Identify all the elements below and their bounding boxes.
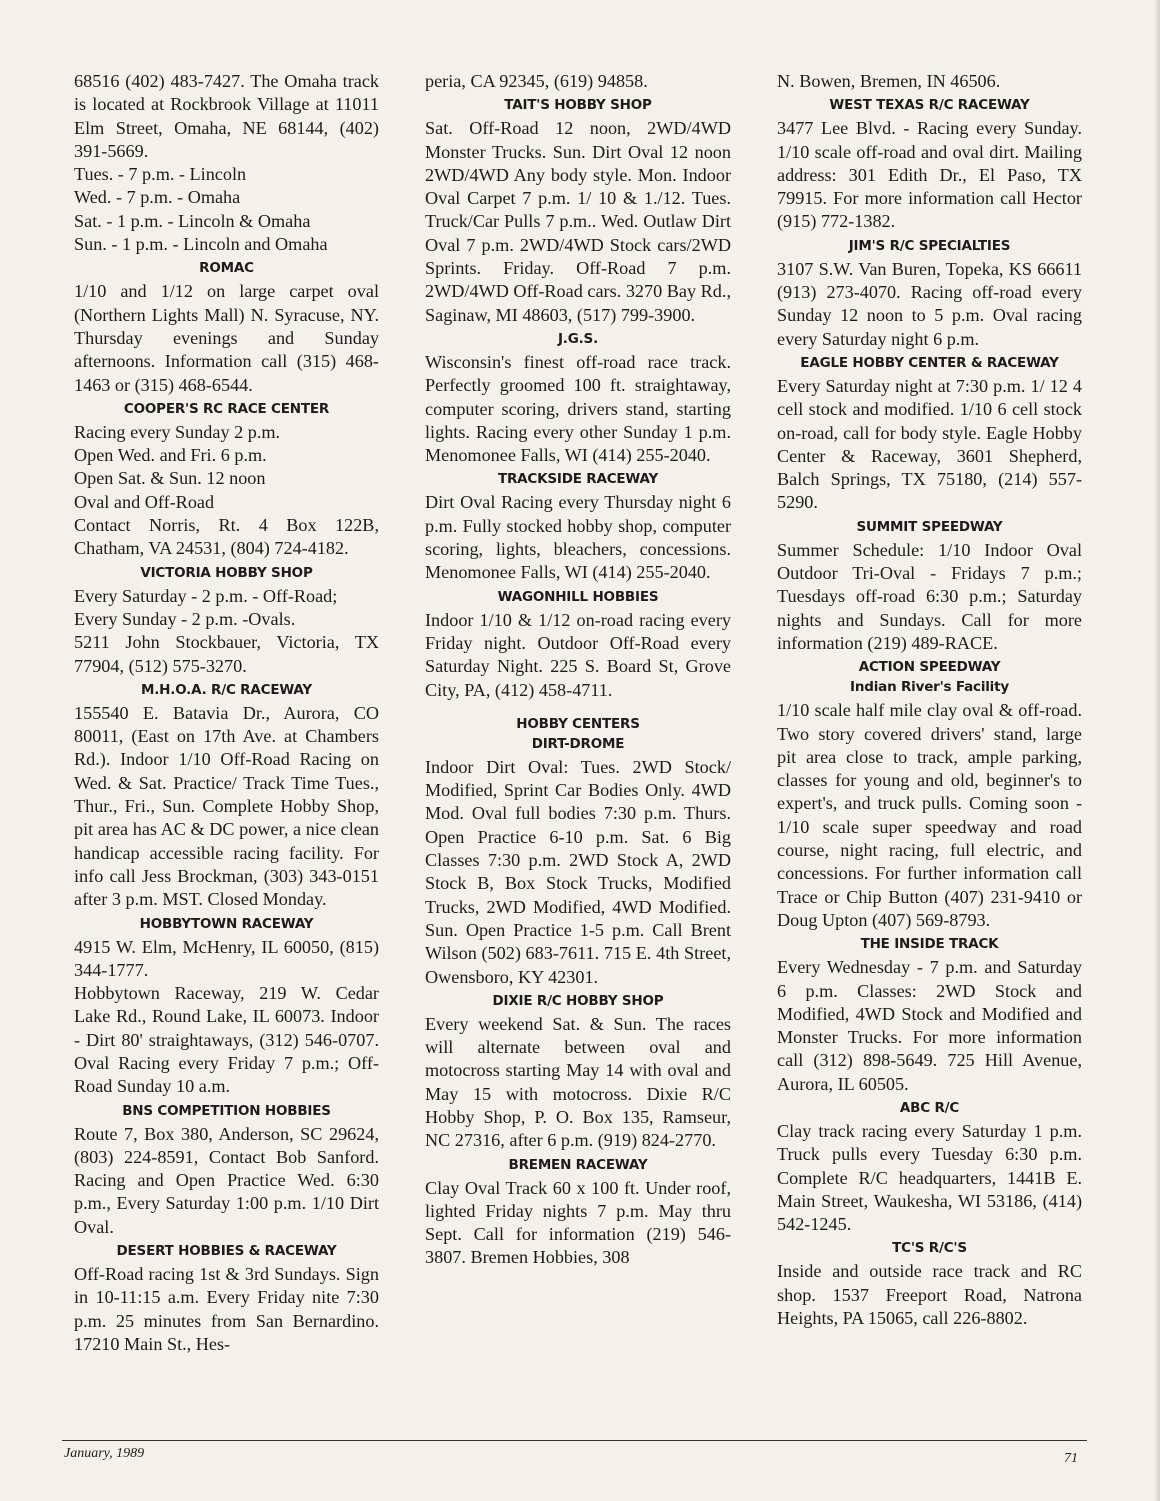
- listing-heading: BREMEN RACEWAY: [508, 1156, 648, 1173]
- schedule-line: Tues. - 7 p.m. - Lincoln: [74, 164, 247, 185]
- listing-heading: DIXIE R/C HOBBY SHOP: [492, 992, 664, 1009]
- page-number: 71: [1064, 1451, 1078, 1466]
- schedule-line: Open Wed. and Fri. 6 p.m.: [74, 445, 267, 466]
- listing-paragraph: 1/10 scale half mile clay oval & off-road. Two story covered drivers' stand, large pit area close to track, ample parking, classes for young and old, beginner's to expert's, and truck pulls. Coming soon - 1/10 scale super speedway and road course, night racing, full electric, and concessions. For further information call Trace or Chip Button (407) 231-9410 or Doug Upton (407) 569-8793.: [777, 700, 1082, 930]
- schedule-line: Open Sat. & Sun. 12 noon: [74, 468, 266, 489]
- listing-heading: HOBBYTOWN RACEWAY: [139, 915, 314, 932]
- listing-paragraph: Clay Oval Track 60 x 100 ft. Under roof, lighted Friday nights 7 p.m. May thru Sept. Call for information (219) 546-3807. Bremen Hobbies, 308: [425, 1177, 731, 1268]
- listing-heading: TC'S R/C'S: [892, 1240, 967, 1257]
- listing-subheading: DIRT-DROME: [531, 735, 625, 752]
- schedule-line: Every Sunday - 2 p.m. -Ovals.: [74, 608, 296, 629]
- listing-paragraph: Summer Schedule: 1/10 Indoor Oval Outdoor Tri-Oval - Fridays 7 p.m.; Tuesdays off-road 6:30 p.m.; Saturday nights and Sundays. Call for more information (219) 489-RACE.: [777, 539, 1082, 653]
- listing-paragraph: Wisconsin's finest off-road race track. Perfectly groomed 100 ft. straightaway, computer scoring, drivers stand, starting lights. Racing every other Sunday 1 p.m. Menomonee Falls, WI (414) 255-2040.: [425, 351, 731, 466]
- listing-heading: BNS COMPETITION HOBBIES: [122, 1102, 331, 1119]
- listing-paragraph: Indoor Dirt Oval: Tues. 2WD Stock/ Modified, Sprint Car Bodies Only. 4WD Mod. Oval full bodies 7:30 p.m. Thurs. Open Practice 6-10 p.m. Sat. 6 Big Classes 7:30 p.m. 2WD Stock A, 2WD Stock B, Box Stock Trucks, Modified Trucks, 2WD Modified, 4WD Modified. Sun. Open Practice 1-5 p.m. Call Brent Wilson (502) 683-7611. 715 E. 4th Street, Owensboro, KY 42301.: [425, 756, 731, 987]
- listing-heading: COOPER'S RC RACE CENTER: [123, 400, 330, 417]
- listing-paragraph: 3477 Lee Blvd. - Racing every Sunday. 1/10 scale off-road and oval dirt. Mailing address: 301 Edith Dr., El Paso, TX 79915. For more information call Hector (915) 772-1382.: [777, 118, 1082, 232]
- listing-heading: THE INSIDE TRACK: [860, 936, 999, 953]
- page-edge: [1154, 0, 1160, 1501]
- listing-paragraph: 5211 John Stockbauer, Victoria, TX 77904, (512) 575-3270.: [74, 632, 379, 676]
- listing-paragraph: N. Bowen, Bremen, IN 46506.: [777, 71, 1001, 91]
- listing-heading: TAIT'S HOBBY SHOP: [504, 97, 652, 114]
- listing-heading: EAGLE HOBBY CENTER & RACEWAY: [800, 354, 1059, 371]
- listing-heading: J.G.S.: [557, 330, 598, 347]
- listing-heading: HOBBY CENTERS: [516, 715, 640, 732]
- listing-subheading: Indian River's Facility: [850, 679, 1009, 696]
- listing-paragraph: Hobbytown Raceway, 219 W. Cedar Lake Rd., Round Lake, IL 60073. Indoor - Dirt 80' straightaways, (312) 546-0707. Oval Racing every Friday 7 p.m.; Off-Road Sunday 10 a.m.: [74, 983, 379, 1097]
- column-2: [425, 70, 731, 1270]
- listing-paragraph: Off-Road racing 1st & 3rd Sundays. Sign in 10-11:15 a.m. Every Friday nite 7:30 p.m. 25 minutes from San Bernardino. 17210 Main St., Hes-: [74, 1264, 379, 1354]
- schedule-line: Oval and Off-Road: [74, 491, 215, 512]
- listing-heading: SUMMIT SPEEDWAY: [856, 518, 1003, 535]
- listing-paragraph: 155540 E. Batavia Dr., Aurora, CO 80011, (East on 17th Ave. at Chambers Rd.). Indoor 1/10 Off-Road Racing on Wed. & Sat. Practice/ Track Time Tues., Thur., Fri., Sun. Complete Hobby Shop, pit area has AC & DC power, a nice clean handicap accessible racing facility. For info call Jess Brockman, (303) 343-0151 after 3 p.m. MST. Closed Monday.: [74, 702, 379, 910]
- listing-paragraph: Sat. Off-Road 12 noon, 2WD/4WD Monster Trucks. Sun. Dirt Oval 12 noon 2WD/4WD Any body style. Mon. Indoor Oval Carpet 7 p.m. 1/ 10 & 1./12. Tues. Truck/Car Pulls 7 p.m.. Wed. Outlaw Dirt Oval 7 p.m. 2WD/4WD Stock cars/2WD Sprints. Friday. Off-Road 7 p.m. 2WD/4WD Off-Road cars. 3270 Bay Rd., Saginaw, MI 48603, (517) 799-3900.: [425, 118, 731, 325]
- listing-paragraph: Every Wednesday - 7 p.m. and Saturday 6 p.m. Classes: 2WD Stock and Modified, 4WD Stock and Modified and Monster Trucks. For more information call (312) 898-5649. 725 Hill Avenue, Aurora, IL 60505.: [777, 957, 1082, 1094]
- listing-paragraph: Every Saturday night at 7:30 p.m. 1/ 12 4 cell stock and modified. 1/10 6 cell stock on-road, call for body style. Eagle Hobby Center & Raceway, 3601 Shepherd, Balch Springs, TX 75180, (214) 557-5290.: [777, 375, 1082, 513]
- listing-paragraph: Route 7, Box 380, Anderson, SC 29624, (803) 224-8591, Contact Bob Sanford. Racing and Open Practice Wed. 6:30 p.m., Every Saturday 1:00 p.m. 1/10 Dirt Oval.: [74, 1123, 379, 1237]
- footer-date: January, 1989: [64, 1446, 145, 1461]
- column-1: [74, 70, 379, 1356]
- listing-paragraph: Contact Norris, Rt. 4 Box 122B, Chatham, VA 24531, (804) 724-4182.: [74, 515, 379, 559]
- schedule-line: Sun. - 1 p.m. - Lincoln and Omaha: [74, 234, 328, 255]
- listing-heading: ROMAC: [199, 260, 254, 277]
- listing-paragraph: 1/10 and 1/12 on large carpet oval (Northern Lights Mall) N. Syracuse, NY. Thursday evenings and Sunday afternoons. Information call (315) 468-1463 or (315) 468-6544.: [74, 281, 379, 395]
- listing-heading: ABC R/C: [899, 1099, 960, 1116]
- listing-heading: VICTORIA HOBBY SHOP: [140, 564, 313, 581]
- listing-paragraph: Inside and outside race track and RC shop. 1537 Freeport Road, Natrona Heights, PA 15065, call 226-8802.: [777, 1261, 1082, 1329]
- listing-paragraph: Indoor 1/10 & 1/12 on-road racing every Friday night. Outdoor Off-Road every Saturday Night. 225 S. Board St, Grove City, PA, (412) 458-4711.: [425, 609, 731, 700]
- listing-heading: TRACKSIDE RACEWAY: [497, 471, 659, 488]
- listing-paragraph: Every weekend Sat. & Sun. The races will alternate between oval and motocross starting May 14 with oval and May 15 with motocross. Dixie R/C Hobby Shop, P. O. Box 135, Ramseur, NC 27316, after 6 p.m. (919) 824-2770.: [425, 1013, 731, 1151]
- listing-heading: WAGONHILL HOBBIES: [497, 588, 659, 605]
- listing-paragraph: peria, CA 92345, (619) 94858.: [425, 71, 648, 91]
- schedule-line: Wed. - 7 p.m. - Omaha: [74, 187, 241, 208]
- listing-heading: JIM'S R/C SPECIALTIES: [848, 237, 1011, 254]
- listing-paragraph: 4915 W. Elm, McHenry, IL 60050, (815) 344-1777.: [74, 936, 379, 980]
- footer-rule: [62, 1440, 1087, 1441]
- schedule-line: Sat. - 1 p.m. - Lincoln & Omaha: [74, 210, 311, 231]
- schedule-line: Every Saturday - 2 p.m. - Off-Road;: [74, 585, 338, 606]
- listing-paragraph: Dirt Oval Racing every Thursday night 6 p.m. Fully stocked hobby shop, computer scoring, lights, bleachers, concessions. Menomonee Falls, WI (414) 255-2040.: [425, 492, 731, 583]
- listing-heading: ACTION SPEEDWAY: [858, 659, 1001, 676]
- schedule-line: Racing every Sunday 2 p.m.: [74, 421, 281, 442]
- column-3: [777, 70, 1082, 1330]
- listing-heading: WEST TEXAS R/C RACEWAY: [829, 97, 1030, 114]
- listing-paragraph: Clay track racing every Saturday 1 p.m. Truck pulls every Tuesday 6:30 p.m. Complete R/C headquarters, 1441B E. Main Street, Waukesha, WI 53186, (414) 542-1245.: [777, 1120, 1082, 1235]
- listing-heading: DESERT HOBBIES & RACEWAY: [116, 1243, 337, 1260]
- listing-paragraph: 3107 S.W. Van Buren, Topeka, KS 66611 (913) 273-4070. Racing off-road every Sunday 12 noon to 5 p.m. Oval racing every Saturday night 6 p.m.: [777, 258, 1082, 349]
- listing-paragraph: 68516 (402) 483-7427. The Omaha track is located at Rockbrook Village at 11011 Elm Street, Omaha, NE 68144, (402) 391-5669.: [74, 71, 379, 161]
- listing-heading: M.H.O.A. R/C RACEWAY: [141, 681, 312, 698]
